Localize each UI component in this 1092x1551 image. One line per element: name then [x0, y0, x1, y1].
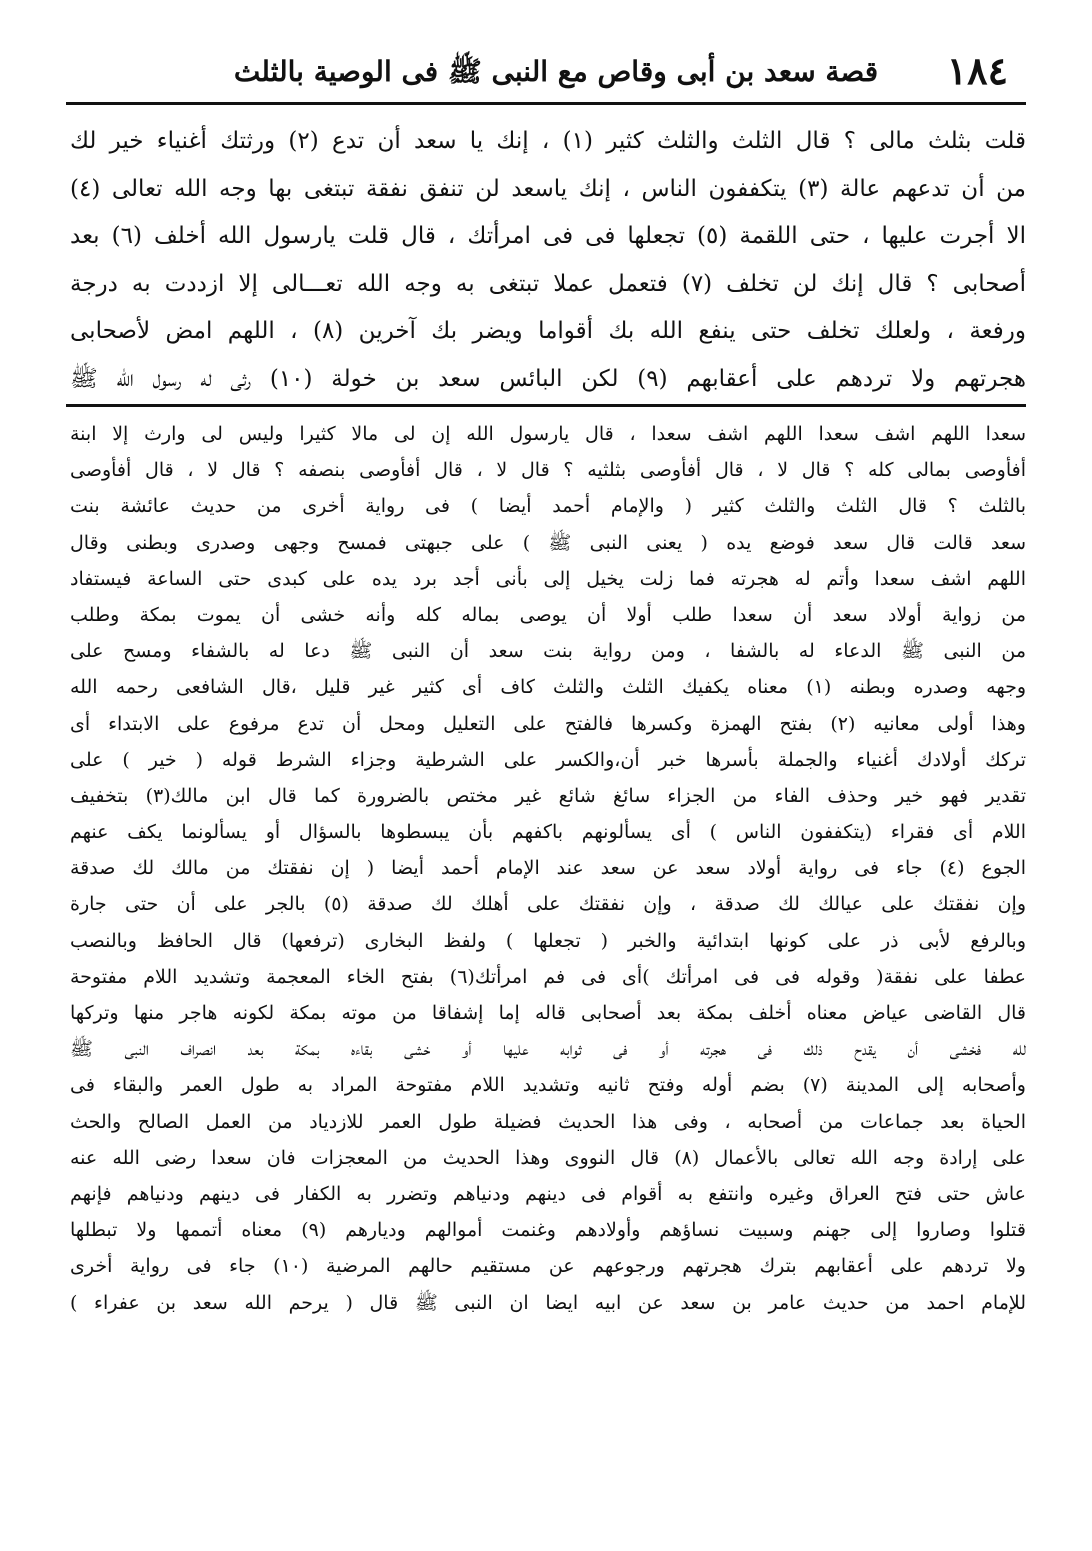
footnote-line: وأصحابه إلى المدينة (٧) بضم أوله وفتح ثانيه وتشديد اللام مفتوحة المراد به طول العمر والبقاء فى — [70, 1074, 1026, 1097]
footnote-line: من زواية أولاد سعد أن سعدا طلب أولا أن يوصى بماله كله وأنه خشى أن يموت بمكة وطلب — [70, 603, 1026, 626]
main-text-line: الا أجرت عليها ، حتى اللقمة (٥) تجعلها فى فى امرأتك ، قال قلت يارسول الله أخلف (٦) بعد — [70, 223, 1026, 249]
footnote-line: سعدا اللهم اشف سعدا اللهم اشف سعدا ، قال يارسول الله إن لى مالا كثيرا وليس لى وارث إلا ابنة — [70, 423, 1026, 445]
main-text-line: هجرتهم ولا تردهم على أعقابهم (٩) لكن البائس سعد بن خولة (١٠) رثى له رسول الله ﷺ — [70, 365, 1026, 392]
footnotes — [70, 416, 1026, 1321]
page-number: ١٨٤ — [946, 48, 1008, 93]
main-text-line: أصحابى ؟ قال إنك لن تخلف (٧) فتعمل عملا تبتغى به وجه الله تعـــالى إلا ازددت به درجة — [70, 270, 1026, 297]
footnote-line: تركك أولادك أغنياء والجملة بأسرها خبر أن،والكسر على الشرطية وجزاء الشرط قوله ( خير ) على — [70, 748, 1026, 771]
main-text-line: من أن تدعهم عالة (٣) يتكففون الناس ، إنك ياسعد لن تنفق نفقة تبتغى بها وجه الله تعالى (٤) — [70, 175, 1026, 202]
footnote-line: من النبى ﷺ الدعاء له بالشفا ، ومن رواية بنت سعد أن النبى ﷺ دعا له بالشفاء ومسح على — [70, 640, 1026, 663]
footnote-line: سعد قالت قال سعد فوضع يده ( يعنى النبى ﷺ ) على جبهتى فمسح وجهى وصدرى وبطنى وقال — [70, 531, 1026, 554]
page-header — [66, 48, 1026, 94]
footnote-line: تقدير فهو خير وحذف الفاء من الجزاء سائغ شائع غير مختص بالضرورة كما قال ابن مالك(٣) بتخفيف — [70, 784, 1026, 807]
footnote-line: الحياة بعد جماعات من أصحابه ، وفى هذا الحديث فضيلة طول العمر للازدياد من العمل الصالح والحث — [70, 1110, 1026, 1133]
footnote-line: وهذا أولى معانيه (٢) بفتح الهمزة وكسرها فالفتح على التعليل ومحل أن تدع مرفوع على الابتداء أى — [70, 712, 1026, 735]
footnote-line: الجوع (٤) جاء فى رواية أولاد سعد عن سعد عند الإمام أحمد أيضا ( إن نفقتك من مالك لك صدقة — [70, 857, 1026, 880]
footnote-line: اللهم اشف سعدا وأتم له هجرته فما زلت يخيل إلى بأنى أجد برد يده على كبدى حتى الساعة فيستفاد — [70, 567, 1026, 590]
footnote-line: على إرادة وجه الله تعالى بالأعمال (٨) قال النووى وهذا الحديث من المعجزات فان سعدا رضى الله عنه — [70, 1146, 1026, 1169]
footnote-line: بالثلث ؟ قال الثلث والثلث كثير ( والإمام أحمد أيضا ) فى رواية أخرى من حديث عائشة بنت — [70, 495, 1026, 518]
footnote-separator — [66, 404, 1026, 407]
footnote-line: وبالرفع لأبى ذر على كونها ابتدائية والخبر ( تجعلها ) ولفظ البخارى (ترفعها) قال الحافظ وبالنصب — [70, 929, 1026, 952]
header-rule — [66, 102, 1026, 105]
footnote-line: عطفا على نفقة( وقوله فى فى امرأتك )أى فى فم امرأتك(٦) بفتح الخاء المعجمة وتشديد اللام مفتوحة — [70, 965, 1026, 988]
footnote-line: اللام أى فقراء (يتكففون الناس ) أى يسألونهم باكفهم بأن يبسطوها بالسؤال أو يسألونما يكف عنهم — [70, 821, 1026, 844]
main-text-line: قلت بثلث مالى ؟ قال الثلث والثلث كثير (١) ، إنك يا سعد أن تدع (٢) ورثتك أغنياء خير لك — [70, 128, 1026, 154]
footnote-line: قال القاضى عياض معناه أخلف بمكة بعد أصحابى قاله إما إشفاقا من موته بمكة لكونه هاجر منها وتركها — [70, 1002, 1026, 1024]
running-title: قصة سعد بن أبى وقاص مع النبى ﷺ فى الوصية بالثلث — [233, 55, 879, 88]
footnote-line: وجهه وصدره وبطنه (١) معناه يكفيك الثلث والثلث كاف أى كثير غير قليل ،قال الشافعى رحمه الله — [70, 676, 1026, 699]
footnote-line: أفأوصى بمالى كله ؟ قال لا ، قال أفأوصى بثلثيه ؟ قال لا ، قال أفأوصى بنصفه ؟ قال لا ، قال أفأوصى — [70, 459, 1026, 482]
footnote-line: ولا تردهم على أعقابهم بترك هجرتهم ورجوعهم عن مستقيم حالهم المرضية (١٠) جاء فى رواية أخرى — [70, 1255, 1026, 1278]
main-text-line: ورفعة ، ولعلك تخلف حتى ينفع الله بك أقواما ويضر بك آخرين (٨) ، اللهم امض لأصحابى — [70, 318, 1026, 344]
footnote-line: لله فخشى أن يقدح ذلك فى هجرته أو فى ثوابه عليها أو خشى بقاءه بمكة بعد انصراف النبى ﷺ — [70, 1038, 1026, 1061]
main-text — [70, 118, 1026, 403]
footnote-line: وإن نفقتك على عيالك لك صدقة ، وإن نفقتك على أهلك لك صدقة (٥) بالجر على أن حتى جارة — [70, 893, 1026, 916]
footnote-line: عاش حتى فتح العراق وغيره وانتفع به أقوام فى دينهم ودنياهم وتضرر به الكفار فى دينهم ودنياهم فإنهم — [70, 1182, 1026, 1205]
footnote-line: للإمام احمد من حديث عامر بن سعد عن ابيه ايضا ان النبى ﷺ قال ( يرحم الله سعد بن عفراء ) — [70, 1291, 1026, 1314]
footnote-line: قتلوا وصاروا إلى جهنم وسبيت نساؤهم وأولادهم وغنمت أموالهم وديارهم (٩) معناه أتممها ولا تبطلها — [70, 1219, 1026, 1242]
